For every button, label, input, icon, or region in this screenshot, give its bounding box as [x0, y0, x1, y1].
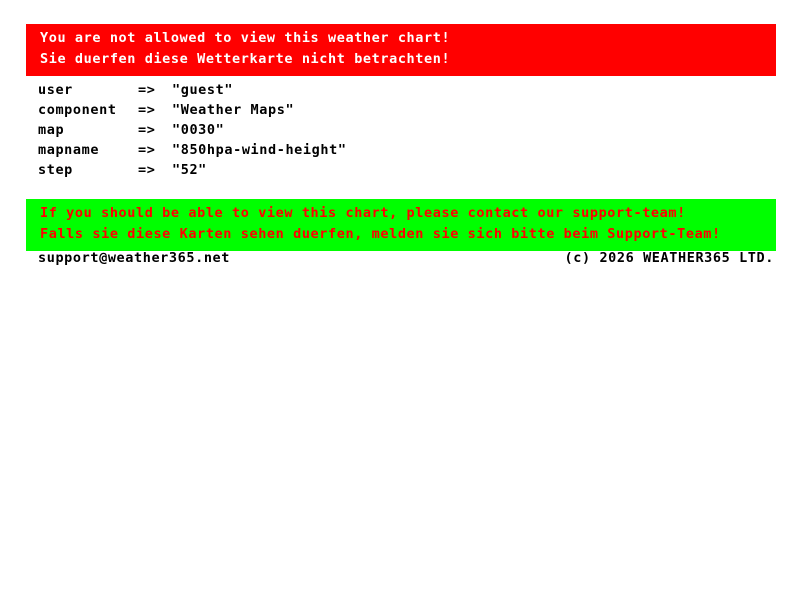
info-banner	[26, 199, 776, 251]
copyright-text: (c) 2026 WEATHER365 LTD.	[564, 250, 774, 266]
detail-key-map: map	[38, 122, 65, 138]
error-banner-line-de: Sie duerfen diese Wetterkarte nicht betrachten!	[40, 51, 451, 67]
table-row	[38, 100, 347, 120]
detail-key-mapname: mapname	[38, 142, 100, 158]
table-row	[38, 160, 347, 180]
detail-key-component: component	[38, 102, 117, 118]
info-banner-line-de: Falls sie diese Karten sehen duerfen, melden sie sich bitte beim Support-Team!	[40, 226, 721, 242]
detail-key-step: step	[38, 162, 73, 178]
detail-arrow: =>	[138, 122, 156, 138]
error-banner-line-en: You are not allowed to view this weather chart!	[40, 30, 451, 46]
detail-value-step: "52"	[172, 162, 207, 178]
detail-arrow: =>	[138, 102, 156, 118]
detail-key-user: user	[38, 82, 73, 98]
detail-value-mapname: "850hpa-wind-height"	[172, 142, 347, 158]
detail-arrow: =>	[138, 162, 156, 178]
table-row	[38, 140, 347, 160]
support-email-link[interactable]: support@weather365.net	[38, 250, 231, 266]
request-details-table	[38, 80, 347, 180]
footer	[38, 250, 774, 266]
detail-value-component: "Weather Maps"	[172, 102, 295, 118]
detail-arrow: =>	[138, 82, 156, 98]
table-row	[38, 80, 347, 100]
detail-arrow: =>	[138, 142, 156, 158]
info-banner-line-en: If you should be able to view this chart, please contact our support-team!	[40, 205, 686, 221]
error-banner	[26, 24, 776, 76]
detail-value-user: "guest"	[172, 82, 234, 98]
table-row	[38, 120, 347, 140]
detail-value-map: "0030"	[172, 122, 225, 138]
